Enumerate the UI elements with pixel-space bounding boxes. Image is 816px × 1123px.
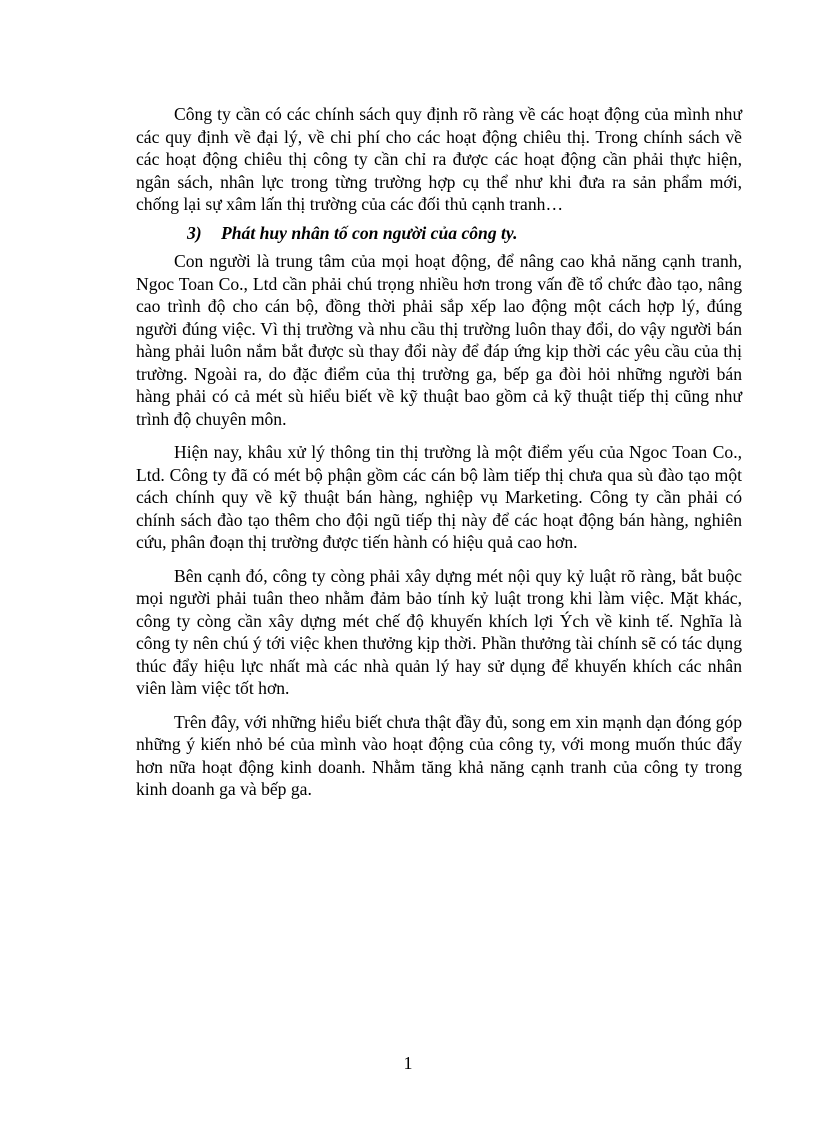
section-title: Phát huy nhân tố con người của công ty. xyxy=(221,222,518,243)
paragraph-hien-nay: Hiện nay, khâu xử lý thông tin thị trường là một điểm yếu của Ngoc Toan Co., Ltd. Công ty đã có mét bộ phận gồm các cán bộ làm tiếp thị chưa qua sù đào tạo một cách chính quy về kỹ thuật bán hàng, nghiệp vụ Marketing. Công ty cần phải có chính sách đào tạo thêm cho đội ngũ tiếp thị này để các hoạt động bán hàng, nghiên cứu, phân đoạn thị trường được tiến hành có hiệu quả cao hơn. xyxy=(136,442,742,552)
paragraph-ben-canh: Bên cạnh đó, công ty còng phải xây dựng mét nội quy kỷ luật rõ ràng, bắt buộc mọi người phải tuân theo nhằm đảm bảo tính kỷ luật trong khi làm việc. Mặt khác, công ty còng cần xây dựng mét chế độ khuyến khích lợi Ých về kinh tế. Nghĩa là công ty nên chú ý tới việc khen thưởng kịp thời. Phần thưởng tài chính sẽ có tác dụng thúc đẩy hiệu lực nhất mà các nhà quản lý hay sử dụng để khuyến khích các nhân viên làm việc tốt hơn. xyxy=(136,565,742,698)
paragraph-con-nguoi: Con người là trung tâm của mọi hoạt động, để nâng cao khả năng cạnh tranh, Ngoc Toan Co., Ltd cần phải chú trọng nhiều hơn trong vấn đề tổ chức đào tạo, nâng cao trình độ cho cán bộ, đồng thời phải sắp xếp lao động một cách hợp lý, đúng người đúng việc. Vì thị trường và nhu cầu thị trường luôn thay đổi, do vậy người bán hàng phải luôn nắm bắt được sù thay đổi này để đáp ứng kịp thời các yêu cầu của thị trường. Ngoài ra, do đặc điểm của thị trường ga, bếp ga đòi hỏi những người bán hàng phải có cả mét sù hiểu biết về kỹ thuật bao gồm cả kỹ thuật tiếp thị cũng như trình độ chuyên môn. xyxy=(136,251,742,429)
section-heading xyxy=(136,222,742,245)
section-number: 3) xyxy=(187,222,202,243)
page-number: 1 xyxy=(403,1053,413,1073)
paragraph-chinh-sach: Công ty cần có các chính sách quy định rõ ràng về các hoạt động của mình như các quy định về đại lý, về chi phí cho các hoạt động chiêu thị. Trong chính sách về các hoạt động chiêu thị công ty cần chỉ ra được các hoạt động cần phải thực hiện, ngân sách, nhân lực trong từng trường hợp cụ thể như khi đưa ra sản phẩm mới, chống lại sự xâm lấn thị trường của các đối thủ cạnh tranh… xyxy=(136,104,742,214)
paragraph-tren-day: Trên đây, với những hiểu biết chưa thật đầy đủ, song em xin mạnh dạn đóng góp những ý kiến nhỏ bé của mình vào hoạt động của công ty, với mong muốn thúc đẩy hơn nữa hoạt động kinh doanh. Nhằm tăng khả năng cạnh tranh của công ty trong kinh doanh ga và bếp ga. xyxy=(136,711,742,799)
document-body xyxy=(136,103,742,812)
